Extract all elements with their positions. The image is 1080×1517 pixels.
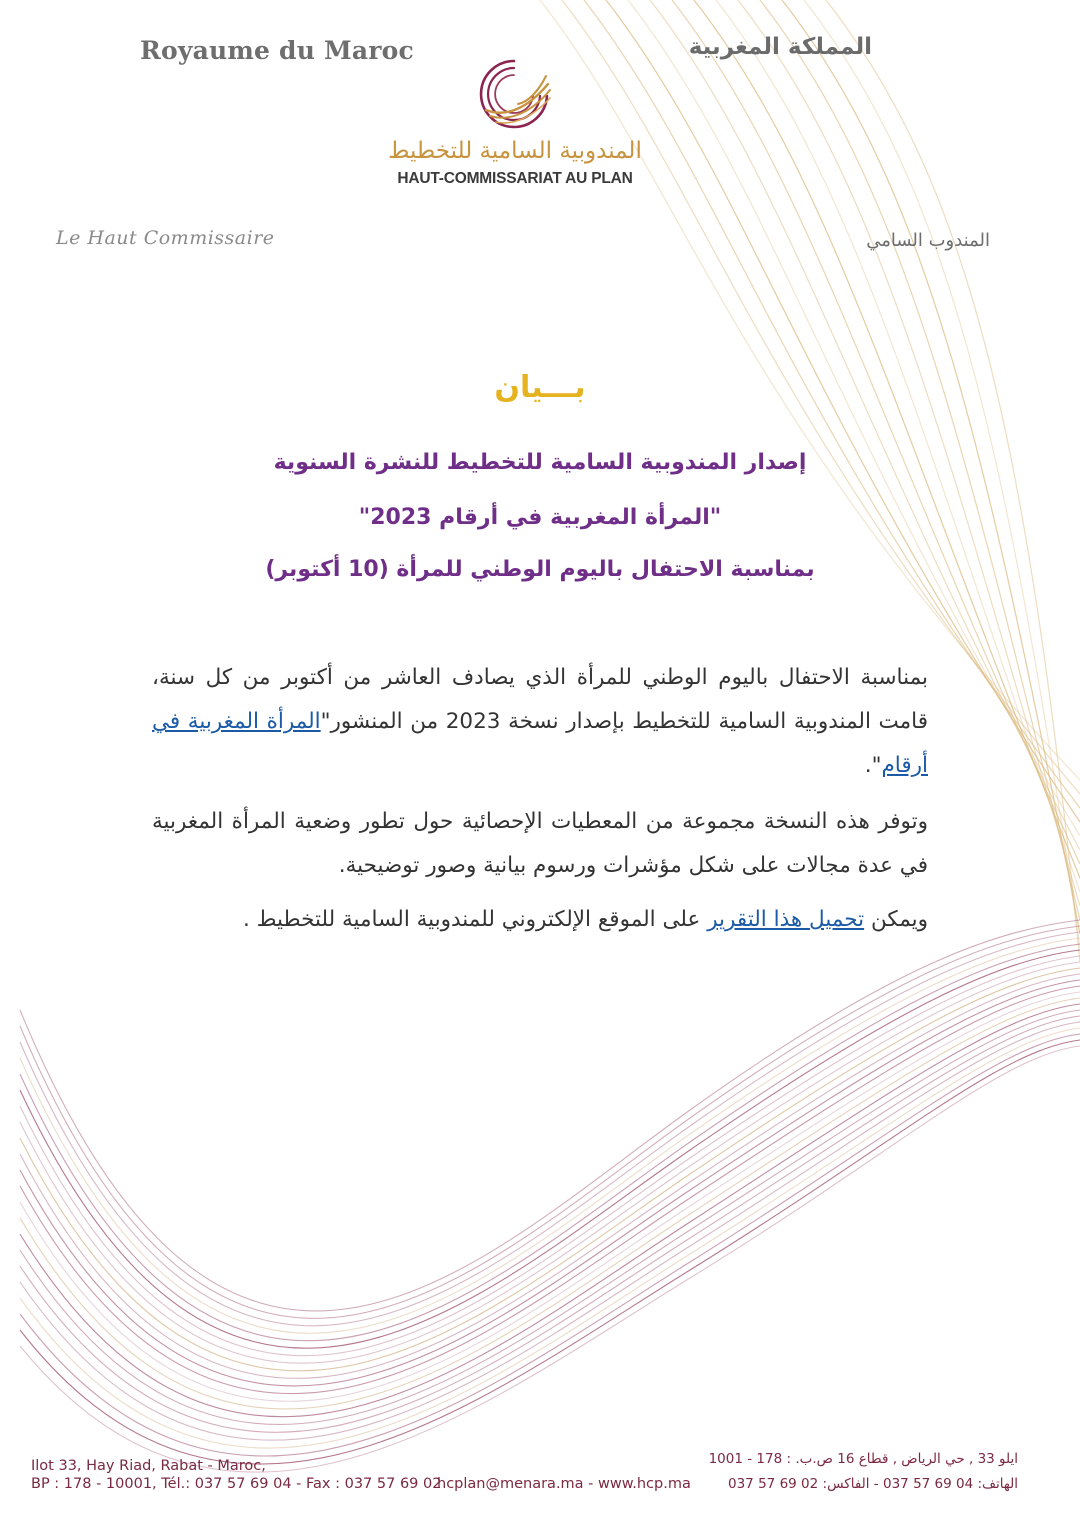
- paragraph-1: [152, 656, 928, 788]
- commissioner-title-ar: المندوب السامي: [866, 230, 990, 251]
- footer-address-fr-line-2: BP : 178 - 10001, Tél.: 037 57 69 04 - Fax : 037 57 69 02: [31, 1476, 442, 1492]
- wave-curve-lines: [20, 920, 1080, 1472]
- wave-curve: [20, 974, 1080, 1378]
- wave-curve: [20, 944, 1080, 1341]
- country-name-fr: Royaume du Maroc: [140, 36, 414, 65]
- paragraph-3-end: على الموقع الإلكتروني للمندوبية السامية للتخطيط .: [242, 907, 708, 932]
- wave-curve: [20, 998, 1080, 1409]
- wave-curve: [20, 950, 1080, 1348]
- subtitle-line-2: "المرأة المغربية في أرقام 2023": [358, 505, 722, 530]
- commissioner-title-fr: Le Haut Commissaire: [56, 227, 275, 249]
- footer-address-ar-line-1: ايلو 33 , حي الرياض , قطاع 16 ص.ب. : 178 - 1001: [708, 1451, 1018, 1467]
- footer-address-ar-line-2: الهاتف: 04 69 57 037 - الفاكس: 02 69 57 037: [728, 1476, 1018, 1492]
- paragraph-3-start: ويمكن: [864, 907, 928, 932]
- download-report-link[interactable]: تحميل هذا التقرير: [707, 907, 865, 932]
- wave-curve: [20, 986, 1080, 1394]
- paragraph-2: وتوفر هذه النسخة مجموعة من المعطيات الإحصائية حول تطور وضعية المرأة المغربية في عدة مجالات على شكل مؤشرات ورسوم بيانية وصور توضيحية.: [152, 809, 928, 878]
- hcp-logo-icon: [476, 56, 552, 138]
- country-name-ar: المملكة المغربية: [688, 34, 872, 60]
- wave-curve: [20, 992, 1080, 1401]
- footer-contact: hcplan@menara.ma - www.hcp.ma: [437, 1476, 691, 1492]
- wave-curve: [20, 938, 1080, 1333]
- paragraph-1-text: بمناسبة الاحتفال باليوم الوطني للمرأة الذي يصادف العاشر من أكتوبر من كل سنة، قامت المندوبية السامية للتخطيط بإصدار نسخة 2023 من المنشور": [152, 665, 928, 734]
- publication-link[interactable]: المرأة المغربية في أرقام: [152, 709, 928, 778]
- subtitle-line-1: إصدار المندوبية السامية للتخطيط للنشرة السنوية: [273, 450, 807, 475]
- wave-curve: [20, 968, 1080, 1371]
- wave-curve: [20, 926, 1080, 1318]
- wave-curve: [20, 1022, 1080, 1440]
- wave-curve: [20, 1028, 1080, 1448]
- org-name-fr: HAUT-COMMISSARIAT AU PLAN: [397, 170, 633, 187]
- org-name-ar: المندوبية السامية للتخطيط: [388, 138, 642, 164]
- wave-curve: [20, 956, 1080, 1356]
- wave-curve: [20, 920, 1080, 1311]
- subtitle-line-3: بمناسبة الاحتفال باليوم الوطني للمرأة (10 أكتوبر): [265, 557, 815, 582]
- wave-curve: [20, 1016, 1080, 1432]
- wave-curve: [20, 1010, 1080, 1424]
- paragraph-3: [152, 898, 928, 942]
- document-title: بـــيان: [494, 370, 586, 405]
- footer-address-fr-line-1: Ilot 33, Hay Riad, Rabat - Maroc,: [31, 1458, 266, 1474]
- wave-curve: [20, 1046, 1080, 1472]
- paragraph-1-end: ".: [864, 753, 882, 778]
- wave-curve: [20, 962, 1080, 1363]
